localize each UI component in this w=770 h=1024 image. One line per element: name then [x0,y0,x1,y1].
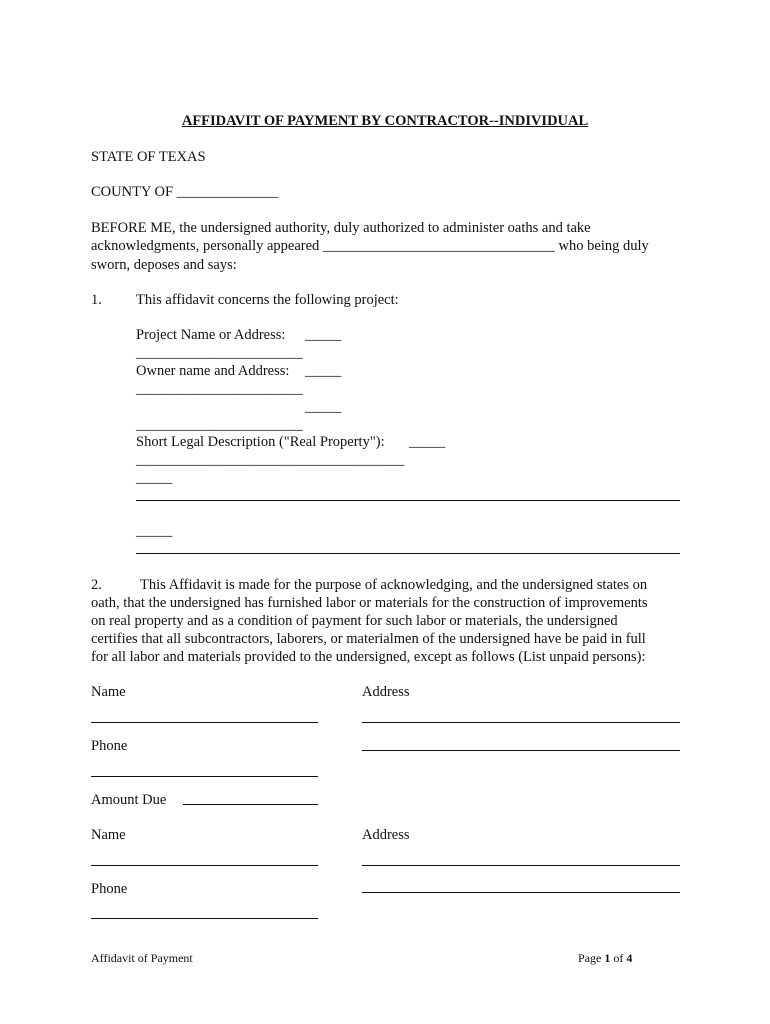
legal-blank-3[interactable]: _____ [136,470,173,486]
phone-field-2[interactable] [91,918,318,919]
section2-line-5: for all labor and materials provided to the undersigned, except as follows (List unpaid persons): [91,649,646,665]
page-title: AFFIDAVIT OF PAYMENT BY CONTRACTOR--INDIVIDUAL [181,113,589,129]
county-line: COUNTY OF ______________ [91,184,279,200]
legal-description-line-2[interactable] [136,553,680,554]
section2-line-1: This Affidavit is made for the purpose of acknowledging, and the undersigned states on [140,577,648,593]
phone-label-2: Phone [91,881,128,897]
owner-blank-3[interactable]: _____ [305,399,342,415]
footer-page-number [578,949,632,967]
owner-label: Owner name and Address: [136,363,290,379]
project-label: Project Name or Address: [136,327,286,343]
section2-line-4: certifies that all subcontractors, laborers, or materialmen of the undersigned have be paid in full [91,631,646,647]
intro-line-3: sworn, deposes and says: [91,257,237,273]
footer-left: Affidavit of Payment [91,951,193,965]
page-prefix: Page [578,951,602,965]
name-label-2: Name [91,827,126,843]
state-line: STATE OF TEXAS [91,149,206,165]
name-field-1[interactable] [91,722,318,723]
address-field-1a[interactable] [362,722,680,723]
owner-blank-2[interactable]: _______________________ [136,381,303,397]
owner-blank-1[interactable]: _____ [305,363,342,379]
intro-line-1: BEFORE ME, the undersigned authority, duly authorized to administer oaths and take [91,220,591,236]
owner-blank-4[interactable]: _______________________ [136,417,303,433]
section1-number: 1. [91,292,102,308]
page-total: 4 [626,951,633,965]
phone-label-1: Phone [91,738,128,754]
legal-blank-4[interactable]: _____ [136,523,173,539]
project-blank-2[interactable]: _______________________ [136,345,303,361]
intro-line-2: acknowledgments, personally appeared ________________________________ who being duly [91,238,649,254]
legal-blank-2[interactable]: _____________________________________ [136,452,405,468]
address-label-2: Address [362,827,410,843]
section2-line-2: oath, that the undersigned has furnished labor or materials for the construction of improvements [91,595,648,611]
name-label-1: Name [91,684,126,700]
section2-number: 2. [91,577,102,593]
phone-field-1[interactable] [91,776,318,777]
section2-line-3: on real property and as a condition of payment for such labor or materials, the undersigned [91,613,618,629]
page-of: of [613,951,624,965]
legal-blank-1[interactable]: _____ [409,434,446,450]
amount-field-1[interactable] [183,804,318,805]
address-field-2a[interactable] [362,865,680,866]
project-blank-1[interactable]: _____ [305,327,342,343]
page-current: 1 [604,951,611,965]
section1-text: This affidavit concerns the following project: [136,292,399,308]
address-field-2b[interactable] [362,892,680,893]
legal-description-line-1[interactable] [136,500,680,501]
amount-label-1: Amount Due [91,792,167,808]
legal-label: Short Legal Description ("Real Property"): [136,434,385,450]
name-field-2[interactable] [91,865,318,866]
address-field-1b[interactable] [362,750,680,751]
address-label-1: Address [362,684,410,700]
